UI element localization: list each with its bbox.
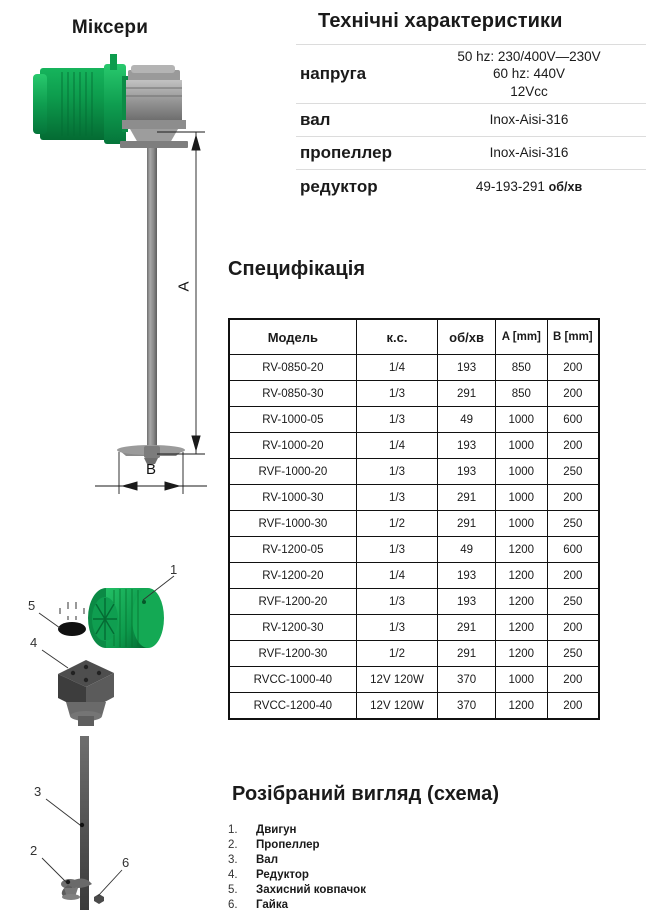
voltage-line-60hz: 60 hz: 440V [492,66,566,82]
legend-item-3 [228,852,366,867]
callout-number-5: 5 [28,598,36,613]
spec-cell: 1000 [495,511,547,537]
callout-number-6: 6 [122,855,130,870]
legend-item-1 [228,822,366,837]
spec-cell: RV-0850-20 [229,355,356,381]
legend-item-2 [228,837,366,852]
spec-cell: 600 [547,537,599,563]
table-row [229,485,599,511]
spec-cell: 370 [438,693,496,720]
legend-item-4 [228,867,366,882]
spec-cell: 1200 [495,693,547,720]
spec-cell: 1/3 [356,485,438,511]
voltage-line-12vcc: 12Vcc [510,83,548,99]
specification-table-body [229,355,599,720]
legend-number-5: 5. [228,883,238,896]
spec-table-header-row [229,319,599,355]
gearbox-rpm-range: 49-193-291 [475,179,545,195]
callout-line-6 [98,870,122,896]
legend-label-shaft: Вал [256,853,279,866]
spec-cell: 1200 [495,563,547,589]
spec-cell: 250 [547,589,599,615]
legend-item-6 [228,897,366,912]
gearbox-gray-body [120,65,188,148]
spec-cell: RVF-1000-30 [229,511,356,537]
spec-cell: 200 [547,615,599,641]
legend-item-5 [228,882,366,897]
table-row [229,667,599,693]
table-row [229,537,599,563]
spec-cell: 12V 120W [356,667,438,693]
legend-label-motor: Двигун [256,823,297,836]
spec-cell: 1000 [495,485,547,511]
spec-cell: 12V 120W [356,693,438,720]
spec-header-rpm: об/хв [438,319,496,355]
callout-number-4: 4 [30,635,38,650]
spec-cell: RVF-1000-20 [229,459,356,485]
spec-cell: 291 [438,615,496,641]
spec-cell: 1200 [495,537,547,563]
tech-row-voltage [296,44,646,103]
spec-cell: 1/2 [356,511,438,537]
exploded-view-drawing [10,540,210,910]
spec-cell: 193 [438,433,496,459]
spec-cell: 193 [438,459,496,485]
table-row [229,355,599,381]
spec-cell: 850 [495,355,547,381]
legend-label-gearbox: Редуктор [256,868,309,881]
spec-cell: 291 [438,511,496,537]
spec-cell: 200 [547,485,599,511]
spec-cell: 250 [547,641,599,667]
spec-cell: RVCC-1200-40 [229,693,356,720]
table-row [229,407,599,433]
dimension-b-label: B [145,461,156,478]
spec-cell: 193 [438,589,496,615]
spec-cell: RV-1000-30 [229,485,356,511]
callout-line-2 [42,858,66,882]
spec-cell: 200 [547,563,599,589]
spec-cell: 1000 [495,433,547,459]
exploded-motor-part [88,588,164,648]
spec-cell: 1000 [495,459,547,485]
spec-cell: 291 [438,485,496,511]
spec-cell: 1/3 [356,537,438,563]
spec-cell: RV-0850-30 [229,381,356,407]
callout-number-3: 3 [34,784,42,799]
spec-cell: 1000 [495,667,547,693]
spec-cell: RVF-1200-20 [229,589,356,615]
callout-line-5 [39,613,60,628]
table-row [229,693,599,720]
specification-heading: Специфікація [228,258,366,280]
tech-value-voltage [412,48,646,100]
tech-key-propeller: пропеллер [300,143,392,163]
legend-number-4: 4. [228,868,238,881]
legend-number-6: 6. [228,898,238,911]
spec-cell: 291 [438,381,496,407]
tech-row-propeller [296,136,646,169]
spec-cell: 1/3 [356,615,438,641]
legend-number-1: 1. [228,823,238,836]
spec-cell: RV-1000-05 [229,407,356,433]
spec-cell: 600 [547,407,599,433]
spec-cell: 1/4 [356,355,438,381]
spec-cell: 200 [547,667,599,693]
spec-header-model: Модель [229,319,356,355]
table-row [229,615,599,641]
spec-cell: 49 [438,407,496,433]
tech-key-shaft: вал [300,110,331,130]
spec-cell: 193 [438,355,496,381]
spec-cell: 1000 [495,407,547,433]
tech-value-shaft: Inox-Aisi-316 [489,112,569,128]
spec-cell: 1/3 [356,381,438,407]
spec-cell: 1/3 [356,459,438,485]
spec-cell: 193 [438,563,496,589]
legend-number-3: 3. [228,853,238,866]
spec-cell: RVCC-1000-40 [229,667,356,693]
legend-number-2: 2. [228,838,238,851]
table-row [229,641,599,667]
exploded-gearbox-part [58,660,114,726]
spec-cell: 1/3 [356,589,438,615]
spec-cell: RV-1200-30 [229,615,356,641]
table-row [229,433,599,459]
legend-label-nut: Гайка [256,898,288,911]
callout-number-2: 2 [30,843,38,858]
callout-number-1: 1 [170,562,178,577]
technical-characteristics-table [296,44,646,204]
spec-cell: RV-1200-20 [229,563,356,589]
spec-cell: 200 [547,381,599,407]
spec-cell: 200 [547,355,599,381]
table-row [229,511,599,537]
cap-dash-marks [60,602,84,620]
tech-row-gearbox [296,169,646,204]
motor-green-body [33,54,128,144]
table-row [229,381,599,407]
legend-label-propeller: Пропеллер [256,838,320,851]
exploded-view-heading: Розібраний вигляд (схема) [232,783,500,805]
tech-row-shaft [296,103,646,136]
spec-cell: 200 [547,433,599,459]
spec-cell: RV-1200-05 [229,537,356,563]
specification-table [228,318,600,720]
spec-cell: 1/4 [356,433,438,459]
spec-header-b: B [mm] [547,319,599,355]
legend-label-cap: Захисний ковпачок [256,883,366,896]
spec-cell: 1/3 [356,407,438,433]
voltage-line-50hz: 50 hz: 230/400V—230V [457,49,601,65]
table-row [229,563,599,589]
spec-cell: 291 [438,641,496,667]
spec-header-a: A [mm] [495,319,547,355]
table-row [229,589,599,615]
spec-cell: RV-1000-20 [229,433,356,459]
spec-cell: 1/2 [356,641,438,667]
exploded-view-svg [10,540,210,910]
tech-value-propeller: Inox-Aisi-316 [489,145,569,161]
tech-value-gearbox [412,178,646,195]
spec-cell: 250 [547,459,599,485]
spec-cell: 1200 [495,641,547,667]
tech-key-voltage: напруга [300,64,367,84]
page-title: Міксери [71,17,149,38]
spec-cell: 49 [438,537,496,563]
table-row [229,459,599,485]
spec-cell: 200 [547,693,599,720]
spec-cell: 370 [438,667,496,693]
exploded-view-legend [228,822,366,912]
dimension-a-label: A [175,281,193,292]
spec-cell: 250 [547,511,599,537]
callout-line-3 [46,799,80,825]
shaft-drawing [147,148,157,448]
tech-key-gearbox: редуктор [300,177,378,197]
technical-characteristics-heading: Технічні характеристики [318,10,563,32]
spec-cell: 1200 [495,615,547,641]
mixer-assembly-drawing [0,50,222,520]
callout-line-4 [42,650,68,668]
spec-cell: 850 [495,381,547,407]
spec-cell: 1200 [495,589,547,615]
spec-header-hp: к.с. [356,319,438,355]
exploded-cap-part [58,622,86,636]
gearbox-rpm-unit: об/хв [548,180,583,195]
spec-cell: 1/4 [356,563,438,589]
spec-cell: RVF-1200-30 [229,641,356,667]
